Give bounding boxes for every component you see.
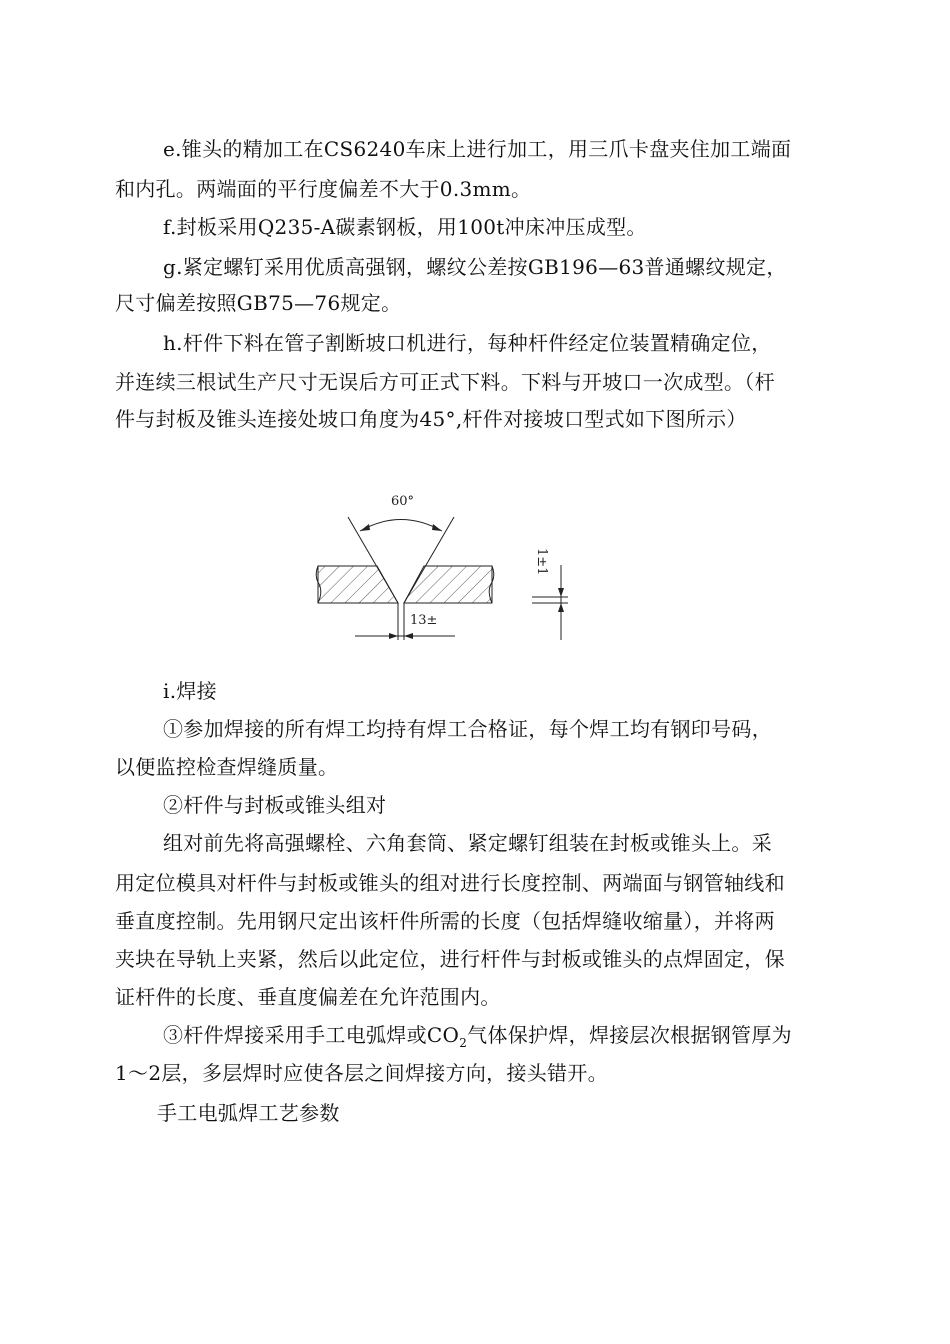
item-2-heading: ②杆件与封板或锥头组对 bbox=[163, 793, 387, 817]
item-2-line-3: 垂直度控制。先用钢尺定出该杆件所需的长度（包括焊缝收缩量），并将两 bbox=[115, 909, 775, 933]
item-1-line-2: 以便监控检查焊缝质量。 bbox=[115, 755, 339, 779]
item-3-line-1 bbox=[163, 1022, 855, 1056]
item-3-line-1-part-a: ③杆件焊接采用手工电弧焊或CO bbox=[163, 1023, 460, 1047]
root-arrow-top bbox=[558, 588, 564, 597]
paragraph-e-line-1: e.锥头的精加工在CS6240车床上进行加工，用三爪卡盘夹住加工端面 bbox=[163, 137, 792, 161]
paragraph-e-line-2: 和内孔。两端面的平行度偏差不大于0.3mm。 bbox=[115, 177, 532, 201]
left-plate bbox=[318, 566, 398, 603]
right-plate bbox=[404, 566, 492, 603]
paragraph-f-line-1: f.封板采用Q235-A碳素钢板，用100t冲床冲压成型。 bbox=[163, 215, 647, 239]
item-1-line-1: ①参加焊接的所有焊工均持有焊工合格证，每个焊工均有钢印号码， bbox=[163, 717, 772, 741]
angle-arrow-left bbox=[360, 524, 370, 531]
paragraph-h-line-1: h.杆件下料在管子割断坡口机进行，每种杆件经定位装置精确定位， bbox=[163, 331, 772, 355]
root-label: 1±1 bbox=[534, 548, 549, 576]
table-caption: 手工电弧焊工艺参数 bbox=[157, 1101, 340, 1125]
item-2-line-2: 用定位模具对杆件与封板或锥头的组对进行长度控制、两端面与钢管轴线和 bbox=[115, 871, 785, 895]
gap-arrow-left bbox=[389, 633, 398, 639]
weld-groove-diagram bbox=[300, 480, 590, 650]
root-arrow-bottom bbox=[558, 603, 564, 612]
item-2-line-1: 组对前先将高强螺栓、六角套筒、紧定螺钉组装在封板或锥头上。采 bbox=[163, 831, 772, 855]
gap-arrow-right bbox=[404, 633, 413, 639]
section-i-heading: i.焊接 bbox=[163, 679, 217, 703]
gap-label: 13± bbox=[410, 613, 438, 628]
angle-arc bbox=[360, 520, 442, 532]
angle-arrow-right bbox=[432, 524, 442, 531]
item-2-line-5: 证杆件的长度、垂直度偏差在允许范围内。 bbox=[115, 985, 501, 1009]
angle-label: 60° bbox=[391, 494, 415, 509]
item-2-line-4: 夹块在导轨上夹紧，然后以此定位，进行杆件与封板或锥头的点焊固定，保 bbox=[115, 947, 785, 971]
item-3-line-2: 1～2层，多层焊时应使各层之间焊接方向，接头错开。 bbox=[115, 1061, 608, 1085]
paragraph-h-line-3: 件与封板及锥头连接处坡口角度为45°,杆件对接坡口型式如下图所示） bbox=[115, 407, 747, 431]
paragraph-h-line-2: 并连续三根试生产尺寸无误后方可正式下料。下料与开坡口一次成型。（杆 bbox=[115, 370, 775, 394]
item-3-line-1-part-b: 气体保护焊，焊接层次根据钢管厚为 bbox=[467, 1023, 792, 1047]
paragraph-g-line-2: 尺寸偏差按照GB75—76规定。 bbox=[115, 291, 402, 315]
co2-subscript: 2 bbox=[459, 1036, 468, 1050]
paragraph-g-line-1: g.紧定螺钉采用优质高强钢，螺纹公差按GB196—63普通螺纹规定， bbox=[163, 255, 787, 279]
